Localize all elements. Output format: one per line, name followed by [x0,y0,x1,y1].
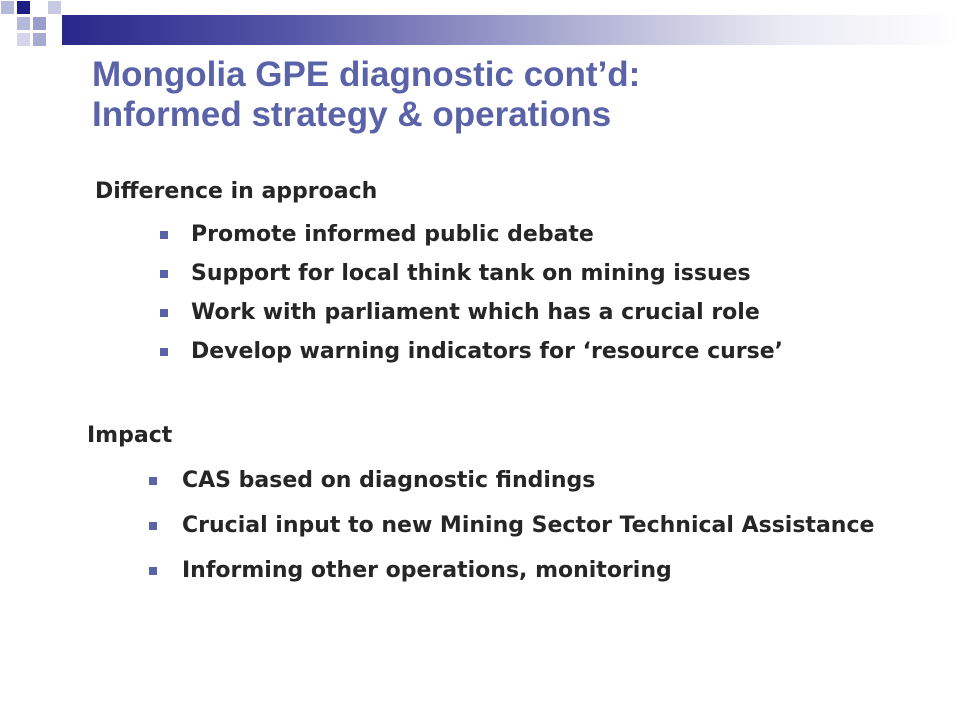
header-gradient-bar [62,15,960,45]
bullet-text: Support for local think tank on mining issues [191,261,751,286]
approach-heading: Difference in approach [95,179,378,204]
bullet-text: Promote informed public debate [191,222,594,247]
corner-square-medium [33,17,46,30]
corner-square-dark [17,1,30,14]
square-bullet-icon [149,567,157,575]
square-bullet-icon [149,522,157,530]
bullet-text: Work with parliament which has a crucial role [191,300,760,325]
corner-square-light [48,1,61,14]
corner-square-light [1,1,14,14]
square-bullet-icon [160,348,168,356]
square-bullet-icon [160,231,168,239]
bullet-text: Develop warning indicators for ‘resource curse’ [191,339,784,364]
title-line-2: Informed strategy & operations [92,95,612,134]
corner-square-medium [33,33,46,46]
slide-title [92,55,932,135]
bullet-text: Crucial input to new Mining Sector Technical Assistance [182,513,875,538]
square-bullet-icon [160,309,168,317]
bullet-text: Informing other operations, monitoring [182,558,672,583]
corner-square-light [17,17,30,30]
impact-heading: Impact [87,423,173,448]
corner-square-light [17,33,30,46]
square-bullet-icon [160,270,168,278]
bullet-text: CAS based on diagnostic findings [182,468,596,493]
square-bullet-icon [149,477,157,485]
title-line-1: Mongolia GPE diagnostic cont’d: [92,55,641,94]
